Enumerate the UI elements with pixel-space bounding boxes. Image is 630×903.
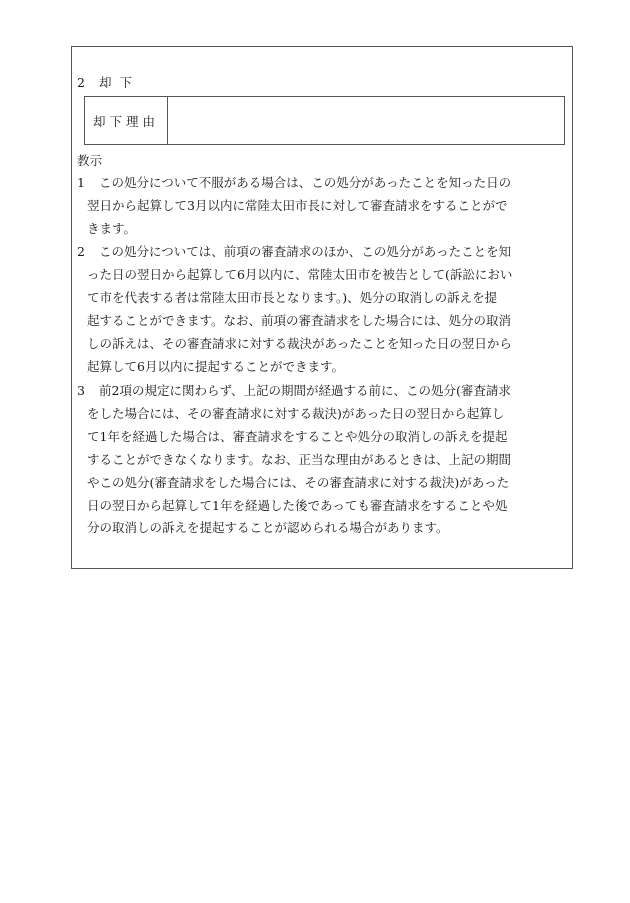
notice-line: 起することができます。なお、前項の審査請求をした場合には、処分の取消 (87, 312, 512, 328)
notice-line: きます。 (87, 220, 137, 236)
notice-item-number: 2 (77, 244, 85, 259)
notice-item-number: 1 (77, 175, 85, 190)
notice-item-1 (77, 172, 567, 241)
notice-item-3 (77, 380, 567, 540)
notice-line: 起算して6月以内に提起することができます。 (87, 358, 344, 374)
notice-line: この処分について不服がある場合は、この処分があったことを知った日の (99, 175, 512, 190)
rejection-reason-value (168, 97, 564, 144)
notice-line: て市を代表する者は常陸太田市長となります。)、処分の取消しの訴えを提 (87, 289, 498, 305)
notice-line: て1年を経過した場合は、審査請求をすることや処分の取消しの訴えを提起 (87, 428, 508, 444)
section-heading (77, 73, 134, 91)
notice-line: 日の翌日から起算して1年を経過した後であっても審査請求をすることや処 (87, 497, 508, 513)
rejection-reason-table (84, 96, 565, 145)
notice-line: やこの処分(審査請求をした場合には、その審査請求に対する裁決)があった (87, 474, 510, 490)
notice-line: 前2項の規定に関わらず、上記の期間が経過する前に、この処分(審査請求 (99, 383, 511, 398)
rejection-reason-label: 却下理由 (85, 97, 168, 144)
section-title: 却 下 (99, 75, 134, 90)
notice-line: しの訴えは、その審査請求に対する裁決があったことを知った日の翌日から (87, 335, 512, 351)
notice-heading: 教示 (77, 153, 103, 168)
section-number: 2 (77, 75, 85, 90)
notice-line: 分の取消しの訴えを提起することが認められる場合があります。 (87, 520, 449, 536)
notice-line: することができなくなります。なお、正当な理由があるときは、上記の期間 (87, 451, 512, 467)
notice-line: この処分については、前項の審査請求のほか、この処分があったことを知 (99, 244, 512, 259)
notice-line: った日の翌日から起算して6月以内に、常陸太田市を被告として(訴訟におい (87, 266, 513, 282)
notice-item-2 (77, 241, 567, 378)
notice-item-number: 3 (77, 383, 85, 398)
notice-line: 翌日から起算して3月以内に常陸太田市長に対して審査請求をすることがで (87, 197, 508, 213)
notice-line: をした場合には、その審査請求に対する裁決)があった日の翌日から起算し (87, 405, 505, 421)
